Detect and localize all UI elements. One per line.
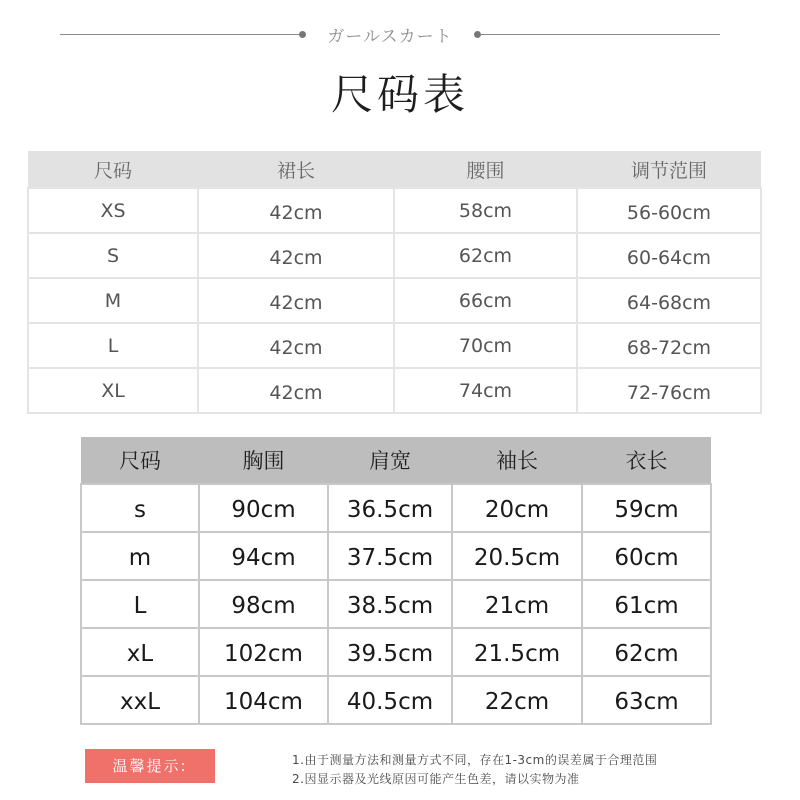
header-divider-left: [60, 34, 302, 35]
table-cell: 42cm: [198, 188, 394, 233]
header-subtitle: ガールスカート: [327, 27, 453, 47]
table-cell: 68-72cm: [577, 323, 761, 368]
header-cell: 尺码: [28, 151, 198, 188]
table-row: [28, 188, 761, 233]
table-cell: 20.5cm: [452, 532, 582, 580]
header-cell: 袖长: [452, 437, 582, 484]
table-cell: 60-64cm: [577, 233, 761, 278]
header-dot-left: [299, 31, 306, 38]
table-cell: 70cm: [394, 323, 577, 368]
table-cell: 36.5cm: [328, 484, 452, 532]
header-cell: 衣长: [582, 437, 711, 484]
header-divider-right: [480, 34, 720, 35]
table-cell: 64-68cm: [577, 278, 761, 323]
page-title: 尺码表: [330, 70, 469, 119]
header-cell: 尺码: [81, 437, 199, 484]
table-cell: 21.5cm: [452, 628, 582, 676]
tip-line-1: 1.由于测量方法和测量方式不同，存在1-3cm的误差属于合理范围: [292, 753, 658, 767]
table-cell: 98cm: [199, 580, 328, 628]
table-cell: 56-60cm: [577, 188, 761, 233]
header-cell: 胸围: [199, 437, 328, 484]
table-cell: 94cm: [199, 532, 328, 580]
table-cell: 39.5cm: [328, 628, 452, 676]
table-row: [28, 368, 761, 413]
table-row: [81, 580, 711, 628]
tip-line-2: 2.因显示器及光线原因可能产生色差，请以实物为准: [292, 772, 580, 786]
table-header-row: [28, 151, 761, 188]
table-cell: xxL: [81, 676, 199, 724]
table-cell: 42cm: [198, 278, 394, 323]
table-cell: 42cm: [198, 323, 394, 368]
table-cell: 38.5cm: [328, 580, 452, 628]
header-cell: 腰围: [394, 151, 577, 188]
skirt-size-table: [27, 151, 762, 414]
table-cell: XL: [28, 368, 198, 413]
table-row: [81, 676, 711, 724]
table-cell: 37.5cm: [328, 532, 452, 580]
table-cell: 102cm: [199, 628, 328, 676]
table-cell: xL: [81, 628, 199, 676]
table-cell: S: [28, 233, 198, 278]
table-row: [28, 323, 761, 368]
table-cell: 40.5cm: [328, 676, 452, 724]
table-cell: 42cm: [198, 233, 394, 278]
table-cell: 60cm: [582, 532, 711, 580]
table-cell: 61cm: [582, 580, 711, 628]
tip-badge: 温馨提示:: [85, 749, 215, 783]
table-cell: 72-76cm: [577, 368, 761, 413]
table-cell: 22cm: [452, 676, 582, 724]
table-cell: s: [81, 484, 199, 532]
table-cell: M: [28, 278, 198, 323]
table-cell: 42cm: [198, 368, 394, 413]
table-row: [81, 484, 711, 532]
table-cell: 62cm: [582, 628, 711, 676]
table-row: [81, 532, 711, 580]
table-row: [28, 233, 761, 278]
table-row: [28, 278, 761, 323]
table-cell: L: [81, 580, 199, 628]
table-cell: 59cm: [582, 484, 711, 532]
table-cell: 58cm: [394, 188, 577, 233]
table-cell: 90cm: [199, 484, 328, 532]
table-cell: XS: [28, 188, 198, 233]
table-cell: 21cm: [452, 580, 582, 628]
table-cell: 63cm: [582, 676, 711, 724]
header-cell: 肩宽: [328, 437, 452, 484]
table-cell: 74cm: [394, 368, 577, 413]
table-cell: 62cm: [394, 233, 577, 278]
top-size-table: [80, 437, 712, 725]
table-cell: m: [81, 532, 199, 580]
table-cell: L: [28, 323, 198, 368]
table-header-row: [81, 437, 711, 484]
table-row: [81, 628, 711, 676]
header-cell: 调节范围: [577, 151, 761, 188]
header-cell: 裙长: [198, 151, 394, 188]
table-cell: 20cm: [452, 484, 582, 532]
table-cell: 104cm: [199, 676, 328, 724]
table-cell: 66cm: [394, 278, 577, 323]
